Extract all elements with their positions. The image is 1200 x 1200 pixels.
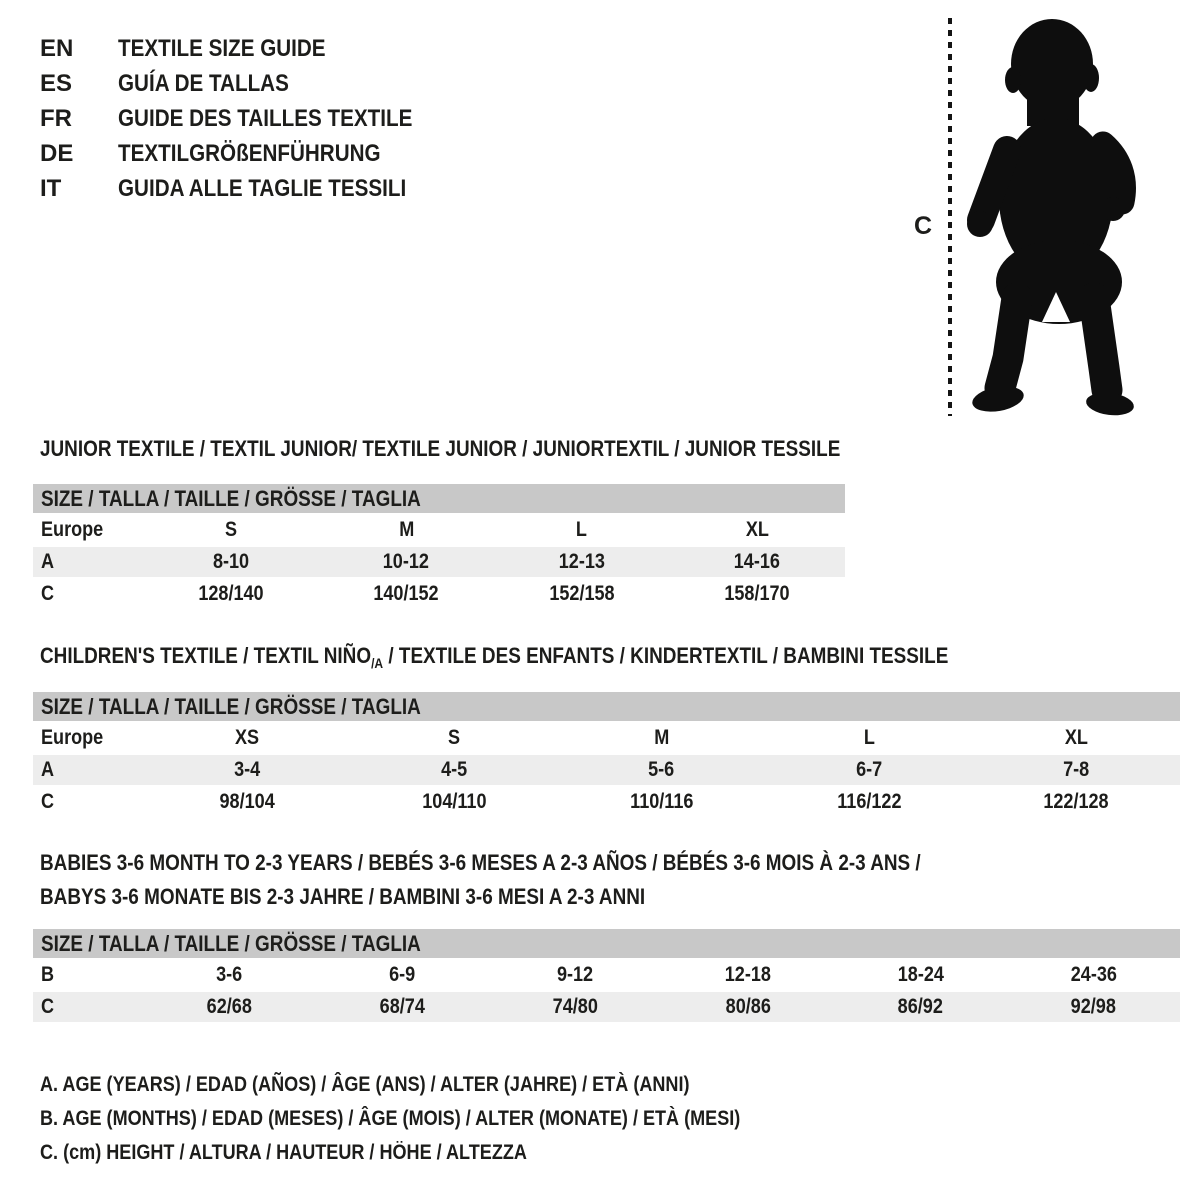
babies-size-table: [33, 929, 1180, 1022]
table-row: [33, 992, 1180, 1022]
height-measure-dashed-line: [948, 18, 952, 416]
size-cell: S: [224, 518, 237, 541]
children-section-title: CHILDREN'S TEXTILE / TEXTIL $NIÑO_{/A}$ / TEXTILE DES ENFANTS / KINDERTEXTIL / BAMBINI TESSILE: [40, 643, 949, 671]
row-label: Europe: [41, 726, 104, 749]
legend-line-b: B. AGE (MONTHS) / EDAD (MESES) / ÂGE (MOIS) / ALTER (MONATE) / ETÀ (MESI): [40, 1107, 741, 1130]
language-label: TEXTILGRÖßENFÜHRUNG: [118, 140, 381, 167]
size-cell: 68/74: [379, 995, 425, 1018]
size-cell: 10-12: [383, 550, 430, 573]
table-row: [33, 721, 1180, 755]
children-size-table: [33, 692, 1180, 819]
size-cell: 12-18: [724, 963, 771, 986]
language-row: [40, 139, 423, 169]
row-label: A: [41, 550, 55, 573]
language-label: GUÍA DE TALLAS: [118, 70, 289, 97]
table-row: [33, 547, 845, 577]
size-cell: 104/110: [421, 790, 487, 813]
size-cell: 8-10: [212, 550, 249, 573]
language-code: IT: [40, 175, 62, 202]
size-cell: 12-13: [558, 550, 605, 573]
size-cell: 4-5: [441, 758, 468, 781]
size-header-bar: SIZE / TALLA / TAILLE / GRÖSSE / TAGLIA: [33, 692, 1180, 721]
height-marker-label: C: [914, 212, 933, 240]
language-row: [40, 104, 460, 134]
language-code: DE: [40, 140, 74, 167]
size-cell: XS: [234, 726, 259, 749]
size-cell: 86/92: [898, 995, 944, 1018]
table-row: [33, 958, 1180, 992]
size-cell: 80/86: [725, 995, 771, 1018]
size-cell: 6-9: [389, 963, 416, 986]
language-code: ES: [40, 70, 73, 97]
language-row: [40, 174, 453, 204]
junior-table-rows: [33, 513, 845, 611]
size-header-bar: SIZE / TALLA / TAILLE / GRÖSSE / TAGLIA: [33, 929, 1180, 958]
baby-silhouette-icon: [963, 16, 1141, 420]
junior-section-title: JUNIOR TEXTILE / TEXTIL JUNIOR/ TEXTILE JUNIOR / JUNIORTEXTIL / JUNIOR TESSILE: [40, 436, 841, 461]
table-row: [33, 577, 845, 611]
row-label: Europe: [41, 518, 104, 541]
junior-size-table: [33, 484, 845, 611]
language-row: [40, 34, 359, 64]
size-cell: 3-4: [233, 758, 260, 781]
children-table-rows: [33, 721, 1180, 819]
legend-line-a: A. AGE (YEARS) / EDAD (AÑOS) / ÂGE (ANS) / ALTER (JAHRE) / ETÀ (ANNI): [40, 1073, 690, 1096]
size-cell: 92/98: [1070, 995, 1117, 1018]
size-cell: M: [398, 518, 414, 541]
size-cell: 24-36: [1070, 963, 1117, 986]
legend-line-c: C. (cm) HEIGHT / ALTURA / HAUTEUR / HÖHE / ALTEZZA: [40, 1141, 527, 1164]
babies-table-rows: [33, 958, 1180, 1022]
size-cell: 158/170: [724, 582, 790, 605]
size-cell: 3-6: [216, 963, 243, 986]
size-cell: L: [863, 726, 875, 749]
size-cell: 6-7: [855, 758, 882, 781]
size-cell: 14-16: [734, 550, 781, 573]
language-code: EN: [40, 35, 74, 62]
babies-section-title-line1: BABIES 3-6 MONTH TO 2-3 YEARS / BEBÉS 3-6 MESES A 2-3 AÑOS / BÉBÉS 3-6 MOIS À 2-3 ANS /: [40, 850, 921, 875]
language-row: [40, 69, 317, 99]
size-cell: 110/116: [629, 790, 694, 813]
table-row: [33, 755, 1180, 785]
size-cell: 98/104: [219, 790, 275, 813]
size-cell: L: [576, 518, 588, 541]
table-row: [33, 785, 1180, 819]
language-label: GUIDA ALLE TAGLIE TESSILI: [118, 175, 407, 202]
babies-section-title-line2: BABYS 3-6 MONATE BIS 2-3 JAHRE / BAMBINI 3-6 MESI A 2-3 ANNI: [40, 884, 646, 909]
size-cell: XL: [1064, 726, 1088, 749]
row-label: B: [41, 963, 55, 986]
size-cell: 7-8: [1063, 758, 1090, 781]
row-label: A: [41, 758, 55, 781]
size-cell: 5-6: [648, 758, 675, 781]
size-cell: 116/122: [836, 790, 902, 813]
size-cell: 122/128: [1043, 790, 1109, 813]
size-cell: 128/140: [198, 582, 264, 605]
size-cell: 74/80: [552, 995, 598, 1018]
size-cell: M: [653, 726, 670, 749]
size-cell: XL: [745, 518, 769, 541]
table-row: [33, 513, 845, 547]
row-label: C: [41, 582, 55, 605]
size-cell: 18-24: [897, 963, 944, 986]
language-label: GUIDE DES TAILLES TEXTILE: [118, 105, 413, 132]
row-label: C: [41, 995, 55, 1018]
size-cell: 140/152: [373, 582, 439, 605]
size-cell: S: [448, 726, 461, 749]
language-label: TEXTILE SIZE GUIDE: [118, 35, 326, 62]
size-cell: 9-12: [556, 963, 594, 986]
size-header-bar: SIZE / TALLA / TAILLE / GRÖSSE / TAGLIA: [33, 484, 845, 513]
language-code: FR: [40, 105, 72, 132]
row-label: C: [41, 790, 55, 813]
size-cell: 152/158: [549, 582, 615, 605]
size-cell: 62/68: [206, 995, 253, 1018]
